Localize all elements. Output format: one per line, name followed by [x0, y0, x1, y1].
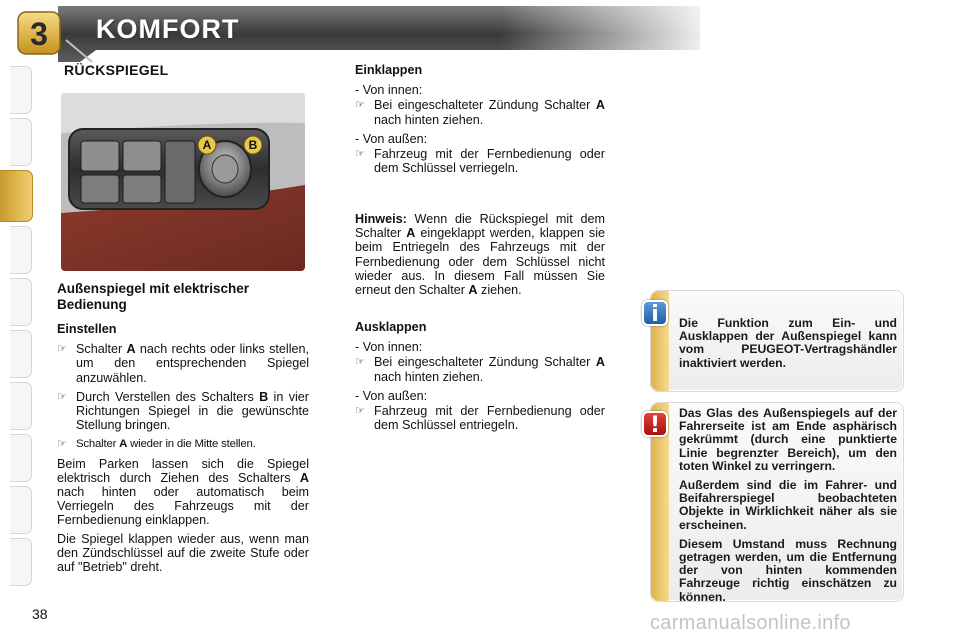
watermark: carmanualsonline.info [650, 612, 851, 634]
chapter-tab[interactable] [10, 278, 32, 326]
list-item: ☞ Schalter A nach rechts oder links stellen, um den entsprechenden Spiegel anzuwählen. [57, 342, 309, 385]
fold-outside-label: - Von außen: [355, 131, 428, 146]
parking-paragraph: Beim Parken lassen sich die Spiegel elektrisch durch Ziehen des Schalters A nach hinten oder automatisch beim Verriegeln des Fahrzeugs mit der Fernbedienung einklappen. [57, 456, 309, 528]
page-number: 38 [32, 606, 48, 622]
chapter-tab[interactable] [10, 118, 32, 166]
bullet-arrow-icon: ☞ [355, 99, 365, 112]
hint-paragraph: Hinweis: Wenn die Rückspiegel mit dem Schalter A eingeklappt werden, klappen sie beim Entriegeln des Fahrzeugs mit der Fernbedienung oder dem Schlüssel nicht wieder aus. In diesem Fall müssen Sie erneut den Schalter A ziehen. [355, 212, 605, 298]
section-title: RÜCKSPIEGEL [64, 62, 169, 78]
unfold-inside-label: - Von innen: [355, 340, 423, 355]
chapter-tab[interactable] [10, 538, 32, 586]
list-item: ☞ Fahrzeug mit der Fernbedienung oder dem Schlüssel verriegeln. [355, 147, 605, 176]
chapter-tab[interactable] [10, 434, 32, 482]
unfold-section [355, 320, 605, 437]
left-column [57, 322, 309, 578]
warning-para-1: Das Glas des Außenspiegels auf der Fahrerseite ist am Ende asphärisch gekrümmt (durch eine punktierte Linie begrenzter Bereich), um den toten Winkel zu verringern. [679, 406, 897, 473]
chapter-title: KOMFORT [96, 14, 240, 44]
chapter-tab[interactable] [10, 66, 32, 114]
bullet-arrow-icon: ☞ [355, 148, 365, 161]
list-item: ☞ Schalter A wieder in die Mitte stellen. [57, 438, 256, 451]
unfold-heading: Ausklappen [355, 320, 427, 334]
unfold-outside-label: - Von außen: [355, 388, 428, 403]
photo-label-b: B [248, 138, 258, 152]
warning-para-2: Außerdem sind die im Fahrer- und Beifahrerspiegel beobachteten Objekte in Wirklichkeit näher als sie erscheinen. [679, 478, 897, 532]
fold-heading: Einklappen [355, 63, 423, 77]
list-item: ☞ Durch Verstellen des Schalters B in vier Richtungen Spiegel in die gewünschte Stellung bringen. [57, 389, 309, 433]
info-box-text: Die Funktion zum Ein- und Ausklappen der Außenspiegel kann vom PEUGEOT-Vertragshändler inaktiviert werden. [679, 316, 897, 370]
bullet-arrow-icon: ☞ [355, 356, 365, 369]
bullet-arrow-icon: ☞ [57, 438, 67, 451]
adjust-subheading: Einstellen [57, 322, 117, 336]
bullet-arrow-icon: ☞ [57, 390, 67, 403]
list-item: ☞ Bei eingeschalteter Zündung Schalter A nach hinten ziehen. [355, 355, 605, 384]
bullet-arrow-icon: ☞ [355, 405, 365, 418]
bullet-arrow-icon: ☞ [57, 343, 67, 356]
info-icon: i [642, 300, 668, 326]
list-item: ☞ Fahrzeug mit der Fernbedienung oder dem Schlüssel entriegeln. [355, 404, 605, 433]
list-item: ☞ Bei eingeschalteter Zündung Schalter A nach hinten ziehen. [355, 98, 605, 127]
chapter-number: 3 [30, 16, 48, 52]
info-box [650, 290, 904, 392]
chapter-tab[interactable] [10, 486, 32, 534]
photo-label-a: A [202, 138, 212, 152]
warning-para-3: Diesem Umstand muss Rechnung getragen werden, um die Entfernung der von hinten kommenden Fahrzeuge richtig einschätzen zu können. [679, 536, 897, 604]
chapter-tab[interactable] [10, 330, 32, 378]
chapter-tab-rail [0, 60, 34, 580]
warning-box [650, 402, 904, 602]
warning-box-text [679, 407, 897, 610]
fold-inside-label: - Von innen: [355, 83, 423, 98]
chapter-number-badge [16, 10, 62, 56]
unfold-paragraph: Die Spiegel klappen wieder aus, wenn man den Zündschlüssel auf die zweite Stufe oder auf "Betrieb" dreht. [57, 531, 309, 575]
chapter-tab-active[interactable] [0, 170, 33, 222]
middle-column [355, 63, 605, 180]
door-switch-photo [61, 93, 305, 271]
warning-icon: ! [642, 411, 668, 437]
chapter-tab[interactable] [10, 382, 32, 430]
left-heading: Außenspiegel mit elektrischer Bedienung [57, 281, 250, 312]
chapter-tab[interactable] [10, 226, 32, 274]
